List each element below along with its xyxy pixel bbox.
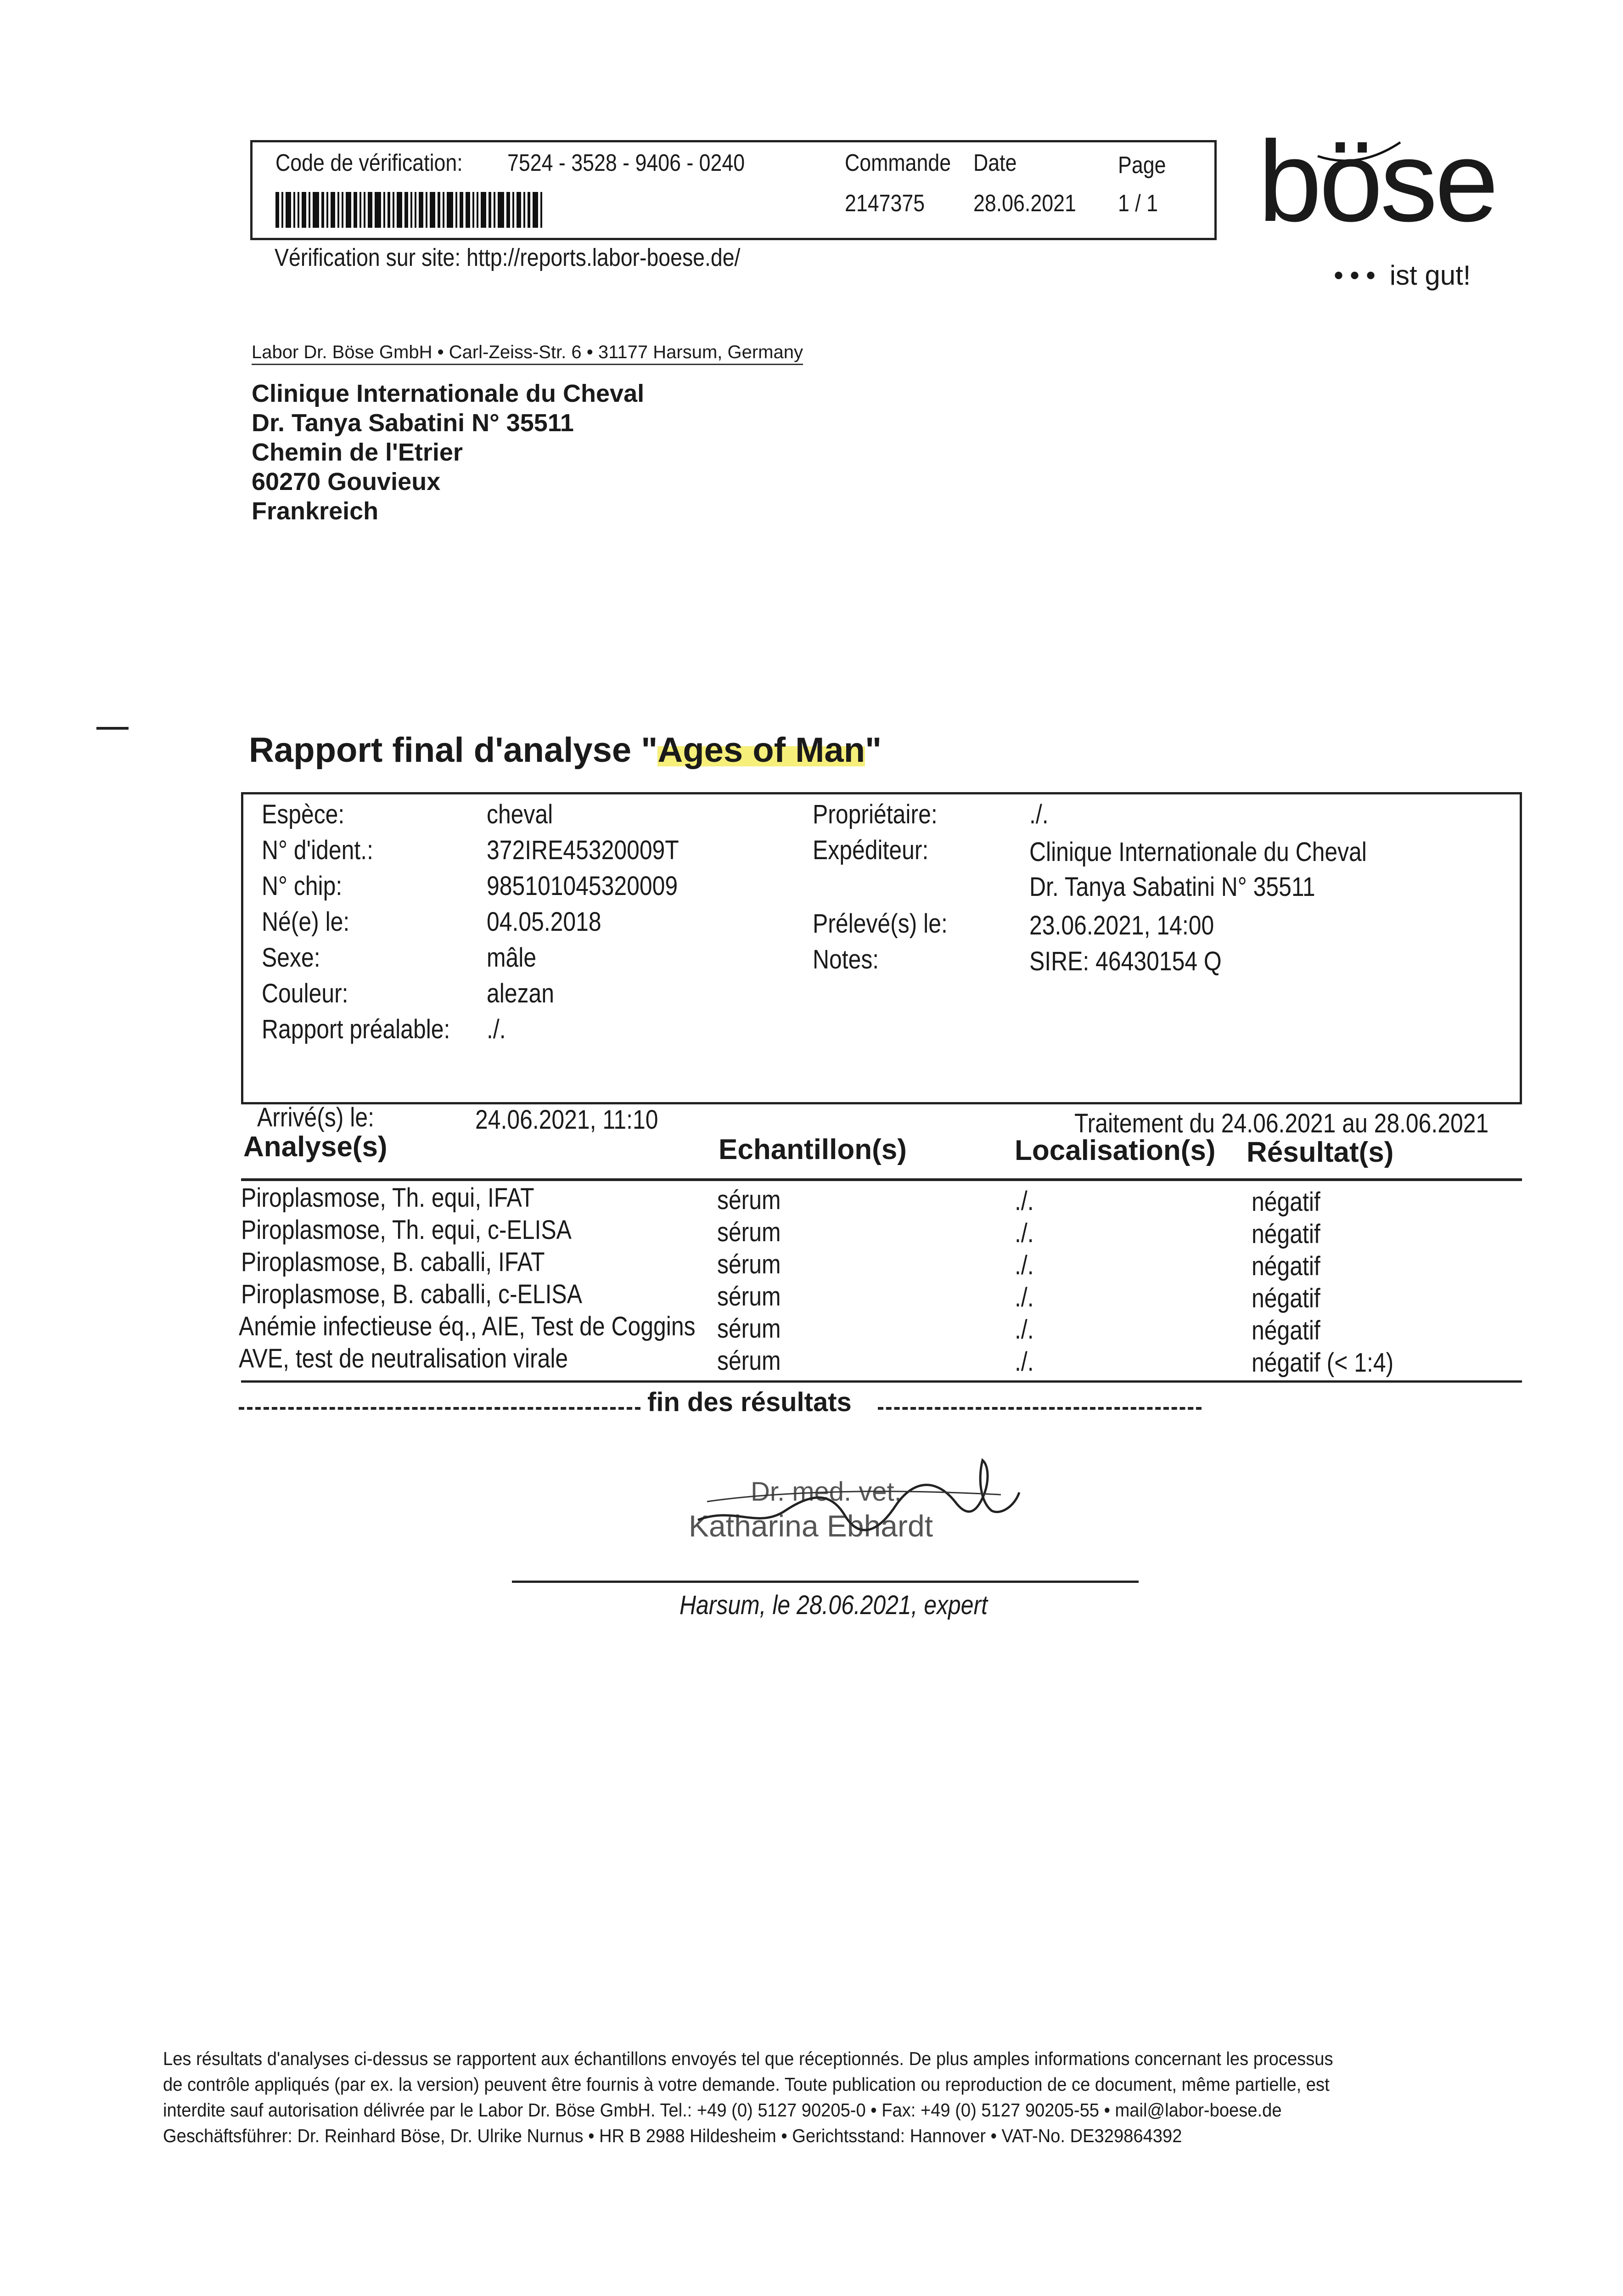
- footer-line-2: de contrôle appliqués (par ex. la version) peuvent être fournis à votre demande. Toute publication ou reproduction de ce document, même partielle, est: [163, 2074, 1330, 2095]
- ident-label: N° d'ident.:: [262, 835, 373, 865]
- report-date: 28.06.2021: [973, 190, 1076, 217]
- result: négatif (< 1:4): [1252, 1348, 1394, 1378]
- recipient-line-5: Frankreich: [252, 497, 379, 525]
- title-highlight: Ages of Man: [657, 731, 865, 770]
- page-label: Page: [1118, 152, 1166, 179]
- order-number: 2147375: [845, 190, 925, 217]
- location: ./.: [1015, 1283, 1034, 1312]
- report-title: Rapport final d'analyse "Ages of Man": [249, 731, 882, 770]
- color-value: alezan: [487, 979, 554, 1008]
- result: négatif: [1252, 1251, 1320, 1281]
- site-verification-link[interactable]: Vérification sur site: http://reports.labor-boese.de/: [275, 244, 741, 271]
- sampled-value: 23.06.2021, 14:00: [1029, 911, 1214, 940]
- shipper-value-line-1: Clinique Internationale du Cheval: [1029, 837, 1367, 867]
- sample-type: sérum: [717, 1314, 781, 1344]
- handwritten-signature: [680, 1451, 1028, 1543]
- color-label: Couleur:: [262, 979, 348, 1008]
- logo-word: böse: [1258, 117, 1496, 245]
- end-of-results: fin des résultats: [647, 1387, 852, 1417]
- owner-label: Propriétaire:: [813, 799, 938, 829]
- table-bottom-rule: [241, 1380, 1522, 1383]
- location: ./.: [1015, 1347, 1034, 1377]
- sampled-label: Prélevé(s) le:: [813, 909, 948, 939]
- analysis-name: Piroplasmose, B. caballi, IFAT: [241, 1247, 545, 1277]
- recipient-line-3: Chemin de l'Etrier: [252, 439, 463, 466]
- verification-code: 7524 - 3528 - 9406 - 0240: [507, 150, 745, 176]
- notes-label: Notes:: [813, 945, 879, 974]
- fold-mark: [96, 727, 129, 730]
- ident-value: 372IRE45320009T: [487, 835, 679, 865]
- result: négatif: [1252, 1316, 1320, 1345]
- analysis-name: AVE, test de neutralisation virale: [239, 1344, 568, 1373]
- analysis-name: Piroplasmose, B. caballi, c-ELISA: [241, 1279, 582, 1309]
- recipient-line-2: Dr. Tanya Sabatini N° 35511: [252, 409, 574, 437]
- order-label: Commande: [845, 150, 951, 176]
- verification-header-box: [250, 140, 1217, 240]
- end-dash-right: [878, 1407, 1202, 1410]
- recipient-line-4: 60270 Gouvieux: [252, 468, 441, 495]
- result: négatif: [1252, 1187, 1320, 1217]
- owner-value: ./.: [1029, 799, 1049, 829]
- location: ./.: [1015, 1315, 1034, 1345]
- footer-line-1: Les résultats d'analyses ci-dessus se rapportent aux échantillons envoyés tel que réceptionnés. De plus amples informations concernant les processus: [163, 2048, 1333, 2069]
- place-date: Harsum, le 28.06.2021, expert: [680, 1590, 988, 1620]
- footer-line-3: interdite sauf autorisation délivrée par le Labor Dr. Böse GmbH. Tel.: +49 (0) 5127 90205-0 • Fax: +49 (0) 5127 90205-55 • mail@labor-boese.de: [163, 2099, 1282, 2121]
- location: ./.: [1015, 1250, 1034, 1280]
- sex-label: Sexe:: [262, 943, 320, 973]
- species-value: cheval: [487, 799, 553, 829]
- chip-label: N° chip:: [262, 871, 343, 901]
- col-header-result: Résultat(s): [1247, 1137, 1394, 1168]
- end-dash-left: [239, 1407, 640, 1410]
- sample-type: sérum: [717, 1346, 781, 1376]
- prior-report-label: Rapport préalable:: [262, 1014, 450, 1044]
- species-label: Espèce:: [262, 799, 345, 829]
- analysis-name: Anémie infectieuse éq., AIE, Test de Coggins: [239, 1311, 696, 1341]
- sample-type: sérum: [717, 1249, 781, 1279]
- arrival-value: 24.06.2021, 11:10: [475, 1105, 658, 1135]
- prior-report-value: ./.: [487, 1014, 506, 1044]
- col-header-location: Localisation(s): [1015, 1135, 1216, 1166]
- signature-line: [512, 1581, 1139, 1583]
- verification-code-label: Code de vérification:: [275, 150, 463, 176]
- arrival-label: Arrivé(s) le:: [257, 1103, 374, 1132]
- stamp-name: Katharina Ebhardt: [689, 1509, 933, 1543]
- header-rule: [241, 1178, 1522, 1181]
- barcode: [275, 192, 588, 228]
- legal-footer: [163, 2046, 1333, 2149]
- col-header-sample: Echantillon(s): [719, 1134, 907, 1165]
- recipient-line-1: Clinique Internationale du Cheval: [252, 380, 645, 407]
- sender-return-line: Labor Dr. Böse GmbH • Carl-Zeiss-Str. 6 • 31177 Harsum, Germany: [252, 342, 803, 365]
- stamp-title: Dr. med. vet.: [751, 1477, 902, 1507]
- footer-line-4: Geschäftsführer: Dr. Reinhard Böse, Dr. Ulrike Nurnus • HR B 2988 Hildesheim • Gerichtsstand: Hannover • VAT-No. DE329864392: [163, 2125, 1182, 2146]
- page-number: 1 / 1: [1118, 190, 1158, 217]
- logo-dots: •••: [1334, 260, 1382, 291]
- result: négatif: [1252, 1219, 1320, 1249]
- sample-type: sérum: [717, 1282, 781, 1311]
- shipper-label: Expéditeur:: [813, 835, 929, 865]
- date-label: Date: [973, 150, 1017, 176]
- location: ./.: [1015, 1186, 1034, 1216]
- born-value: 04.05.2018: [487, 907, 601, 937]
- animal-info-box: [241, 792, 1522, 1104]
- processing-period: Traitement du 24.06.2021 au 28.06.2021: [1074, 1109, 1489, 1138]
- location: ./.: [1015, 1218, 1034, 1248]
- notes-value: SIRE: 46430154 Q: [1029, 946, 1222, 976]
- logo-tagline: [1334, 259, 1471, 291]
- sample-type: sérum: [717, 1217, 781, 1247]
- analysis-name: Piroplasmose, Th. equi, c-ELISA: [241, 1215, 572, 1245]
- shipper-value-line-2: Dr. Tanya Sabatini N° 35511: [1029, 872, 1315, 902]
- sample-type: sérum: [717, 1185, 781, 1215]
- logo-tagline-text: ist gut!: [1389, 260, 1471, 291]
- col-header-analysis: Analyse(s): [243, 1131, 387, 1163]
- born-label: Né(e) le:: [262, 907, 350, 937]
- analysis-name: Piroplasmose, Th. equi, IFAT: [241, 1183, 534, 1213]
- result: négatif: [1252, 1283, 1320, 1313]
- sex-value: mâle: [487, 943, 537, 973]
- chip-value: 985101045320009: [487, 871, 678, 901]
